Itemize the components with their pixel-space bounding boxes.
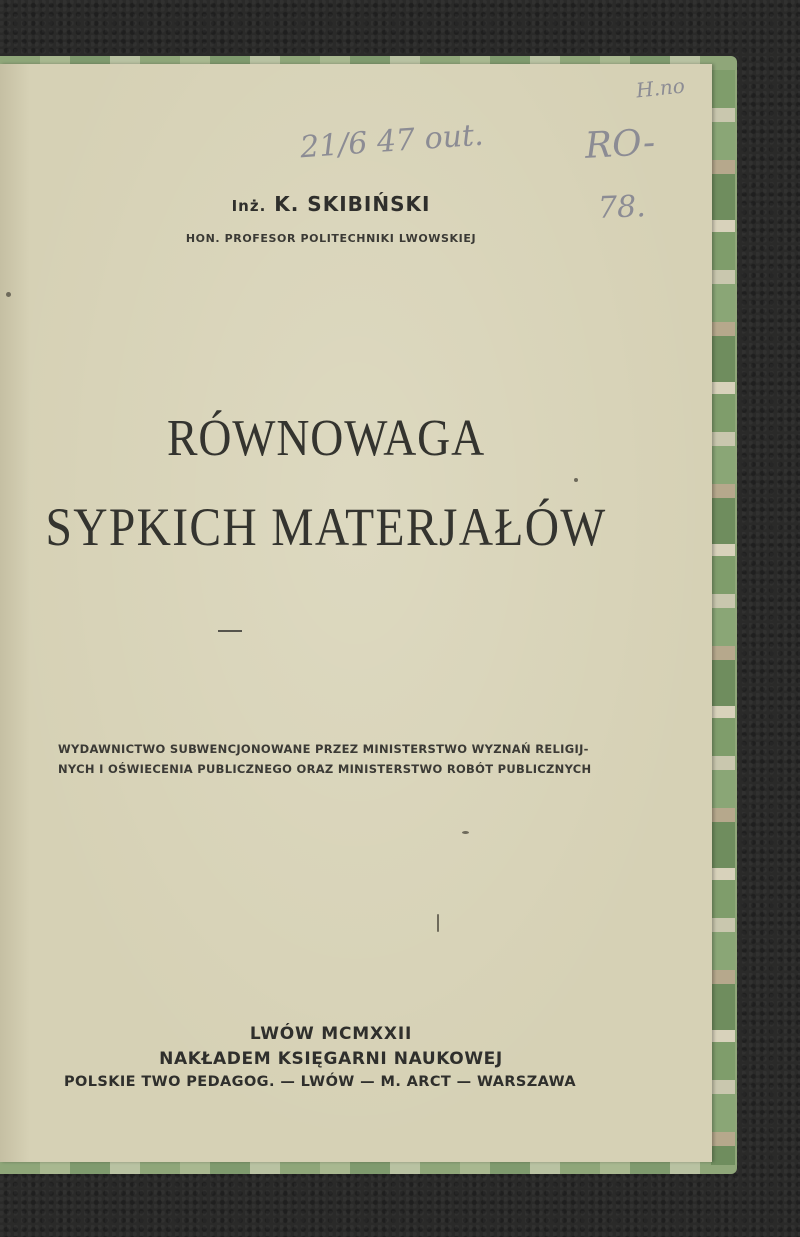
paper-speck [437, 914, 439, 932]
paper-speck [462, 831, 469, 834]
author-prefix: Inż. [231, 197, 267, 215]
author-name: K. SKIBIŃSKI [274, 192, 431, 216]
handwritten-date: 21/6 47 out. [299, 117, 485, 166]
imprint-place-year: LWÓW MCMXXII [249, 1024, 413, 1044]
handwritten-top-right: H.no [634, 73, 686, 103]
imprint-distributors: POLSKIE TWO PEDAGOG. — LWÓW — M. ARCT — WARSZAWA [63, 1074, 577, 1090]
handwritten-number: 78. [597, 189, 647, 226]
title-rule [218, 630, 242, 632]
paper-speck [6, 292, 11, 297]
author-affiliation: HON. PROFESOR POLITECHNIKI LWOWSKIEJ [185, 232, 477, 245]
book-title-line-2: SYPKICH MATERJAŁÓW [45, 497, 607, 557]
handwritten-code: RO- [583, 122, 657, 167]
publication-note-line-1: WYDAWNICTWO SUBWENCJONOWANE PRZEZ MINISTERSTWO WYZNAŃ RELIGIJ- [58, 742, 589, 756]
marbled-cover-edge [711, 70, 735, 1165]
book-title-line-1: RÓWNOWAGA [166, 410, 486, 467]
author-line [0, 192, 687, 216]
title-page [0, 64, 712, 1162]
paper-speck [574, 478, 578, 482]
imprint-publisher: NAKŁADEM KSIĘGARNI NAUKOWEJ [159, 1049, 503, 1069]
publication-note-line-2: NYCH I OŚWIECENIA PUBLICZNEGO ORAZ MINISTERSTWO ROBÓT PUBLICZNYCH [58, 762, 592, 776]
